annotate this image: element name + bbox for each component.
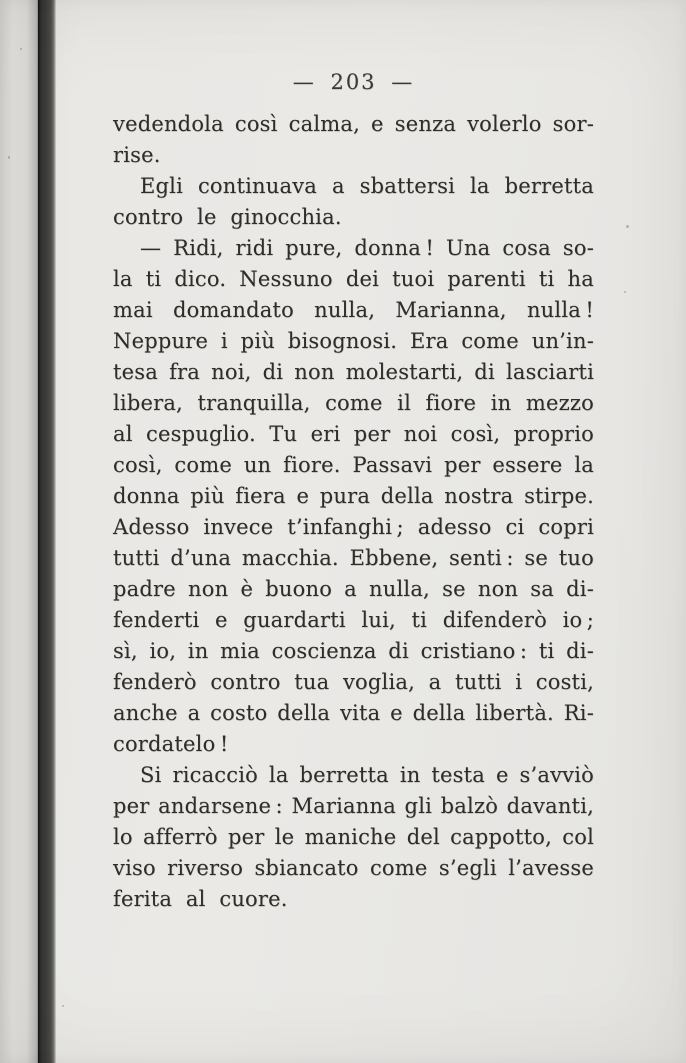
paper-speck (62, 1005, 64, 1007)
text-line: Si ricacciò la berretta in testa e s’avviò (140, 763, 594, 787)
text-line: lo afferrò per le maniche del cappotto, col (113, 825, 594, 849)
text-line: fenderti e guardarti lui, ti difenderò io ; (113, 608, 594, 632)
text-line: tesa fra noi, di non molestarti, di lasciarti (113, 360, 594, 384)
page-number: — 203 — (292, 70, 415, 94)
text-line: Neppure i più bisognosi. Era come un’in- (113, 329, 594, 353)
text-line: libera, tranquilla, come il fiore in mezzo (113, 391, 594, 415)
paper-speck (626, 225, 629, 228)
text-line: cordatelo ! (113, 732, 229, 756)
text-line: contro le ginocchia. (113, 205, 342, 229)
book-binding-shadow (38, 0, 56, 1063)
text-line: la ti dico. Nessuno dei tuoi parenti ti ha (113, 267, 594, 291)
text-line: Egli continuava a sbattersi la berretta (140, 174, 594, 198)
text-line: per andarsene : Marianna gli balzò davanti, (113, 794, 594, 818)
text-line: tutti d’una macchia. Ebbene, senti : se tuo (113, 546, 594, 570)
page-left-margin (0, 0, 38, 1063)
text-block (113, 109, 594, 915)
text-line: vedendola così calma, e senza volerlo sor- (113, 112, 594, 136)
text-line: fenderò contro tua voglia, a tutti i costi, (113, 670, 594, 694)
text-line: sì, io, in mia coscienza di cristiano : ti di- (113, 639, 594, 663)
text-line: — Ridi, ridi pure, donna ! Una cosa so- (140, 236, 594, 260)
text-line: viso riverso sbiancato come s’egli l’avesse (113, 856, 594, 880)
paper-speck (624, 291, 626, 293)
text-line: donna più fiera e pura della nostra stirpe. (113, 484, 594, 508)
text-line: padre non è buono a nulla, se non sa di- (113, 577, 594, 601)
text-line: così, come un fiore. Passavi per essere la (113, 453, 594, 477)
text-line: mai domandato nulla, Marianna, nulla ! (113, 298, 594, 322)
text-line: rise. (113, 143, 161, 167)
text-line: Adesso invece t’infanghi ; adesso ci copri (113, 515, 594, 539)
text-line: ferita al cuore. (113, 887, 288, 911)
text-line: anche a costo della vita e della libertà. Ri- (113, 701, 594, 725)
text-line: al cespuglio. Tu eri per noi così, proprio (113, 422, 594, 446)
